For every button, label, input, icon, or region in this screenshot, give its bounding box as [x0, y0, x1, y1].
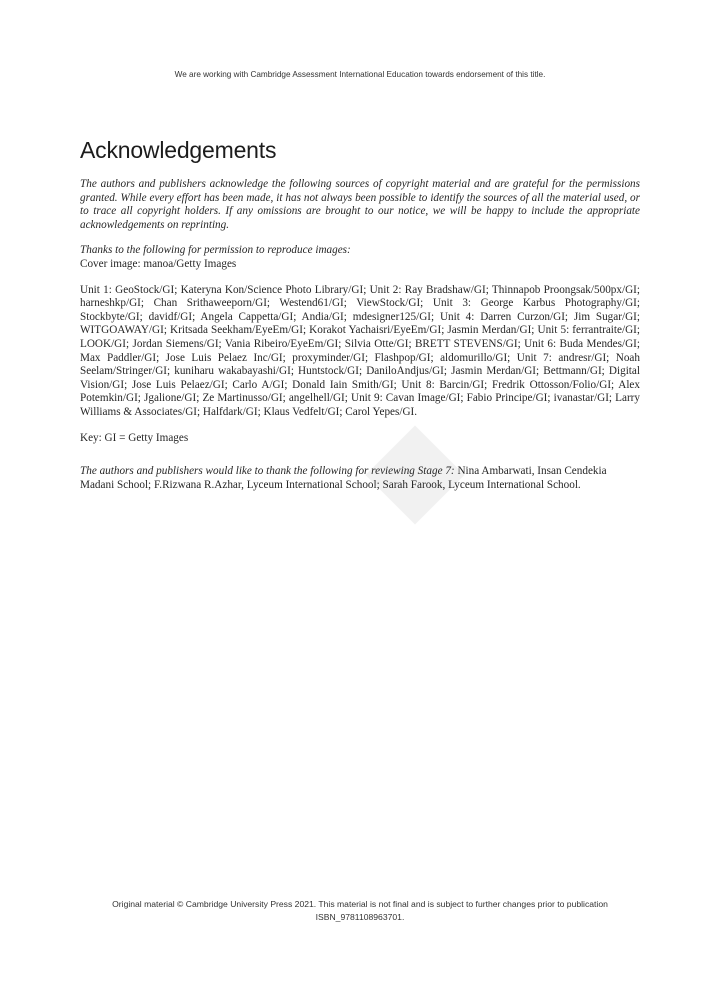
page-title: Acknowledgements — [80, 137, 277, 163]
copyright-line: Original material © Cambridge University Press 2021. This material is not final and is subject to further changes prior to publication — [112, 899, 608, 909]
reviewers-paragraph — [80, 465, 640, 492]
image-credits-paragraph: Unit 1: GeoStock/GI; Kateryna Kon/Science Photo Library/GI; Unit 2: Ray Bradshaw/GI; Thinnapob Proongsak/500px/GI; harneshkp/GI; Chan Srithaweeporn/GI; Westend61/GI; ViewStock/GI; Unit 3: George Karbus Photography/GI; Stockbyte/GI; davidf/GI; Angela Cappetta/GI; Andia/GI; mdesigner125/GI; Unit 4: Darren Curzon/GI; Jim Sugar/GI; WITGOAWAY/GI; Kritsada Seekham/EyeEm/GI; Korakot Yachaisri/EyeEm/GI; Jasmin Merdan/GI; Unit 5: ferrantraite/GI; LOOK/GI; Jordan Siemens/GI; Vania Ribeiro/EyeEm/GI; Silvia Otte/GI; BRETT STEVENS/GI; Unit 6: Buda Mendes/GI; Max Paddler/GI; Jose Luis Pelaez Inc/GI; proxyminder/GI; Flashpop/GI; aldomurillo/GI; Unit 7: andresr/GI; Noah Seelam/Stringer/GI; kuniharu wakabayashi/GI; Huntstock/GI; DaniloAndjus/GI; Jasmin Merdan/GI; Bettmann/GI; Digital Vision/GI; Jose Luis Pelaez/GI; Carlo A/GI; Donald Iain Smith/GI; Unit 8: Barcin/GI; Fredrik Ottosson/Folio/GI; Alex Potemkin/GI; Jgalione/GI; Ze Martinusso/GI; angelhell/GI; Unit 9: Cavan Image/GI; Fabio Principe/GI; ivanastar/GI; Larry Williams & Associates/GI; Halfdark/GI; Klaus Vedfelt/GI; Carol Yepes/GI. — [80, 283, 640, 418]
key-line: Key: GI = Getty Images — [80, 431, 189, 444]
page-footer — [0, 898, 720, 924]
cover-image-credit: Cover image: manoa/Getty Images — [80, 257, 237, 270]
acknowledgements-section — [80, 136, 640, 492]
reviewers-names: Nina Ambarwati, Insan Cendekia Madani School; F.Rizwana R.Azhar, Lyceum International School; Sarah Farook, Lyceum International School. — [80, 465, 607, 491]
intro-paragraph: The authors and publishers acknowledge the following sources of copyright material and are grateful for the permissions granted. While every effort has been made, it has not always been possible to identify the sources of all the material used, or to trace all copyright holders. If any omissions are brought to our notice, we will be happy to include the appropriate acknowledgements on reprinting. — [80, 178, 640, 231]
isbn-line: ISBN_9781108963701. — [315, 912, 405, 922]
reviewers-intro: The authors and publishers would like to thank the following for reviewing Stage 7: — [80, 465, 455, 478]
thanks-paragraph — [80, 244, 640, 271]
thanks-line: Thanks to the following for permission to reproduce images: — [80, 244, 351, 257]
endorsement-note: We are working with Cambridge Assessment International Education towards endorsement of this title. — [174, 70, 546, 79]
